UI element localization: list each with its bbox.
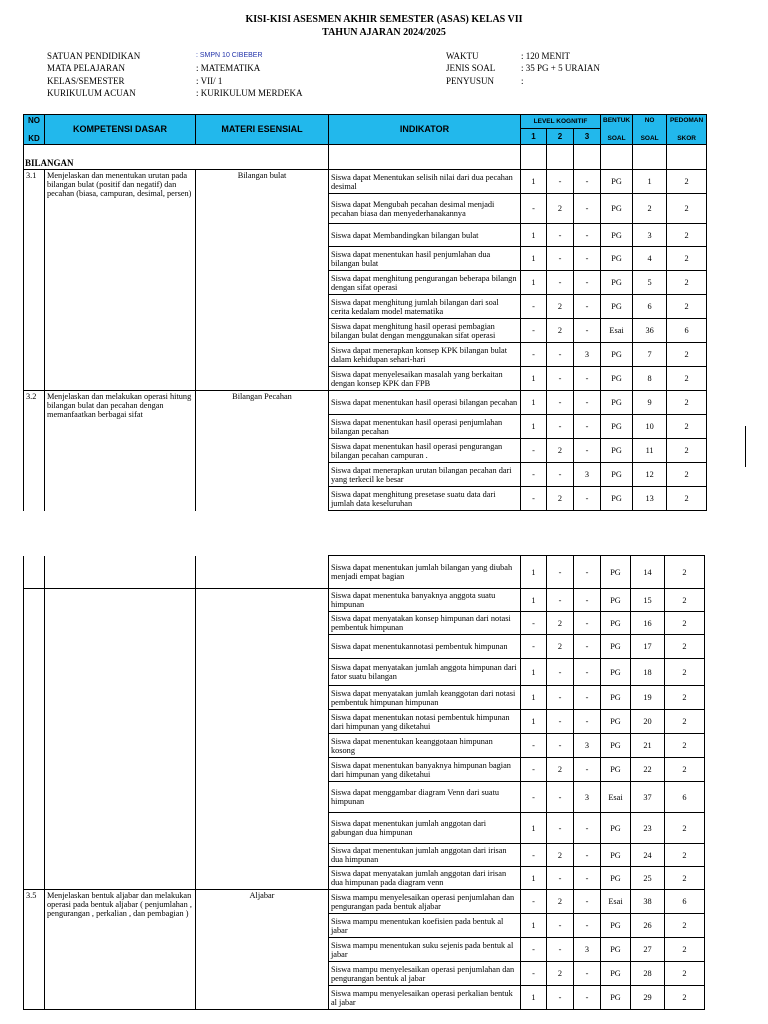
level-2-cell: 2 — [547, 635, 574, 659]
level-1-cell: - — [521, 612, 547, 635]
indikator-cell: Siswa dapat menyelesaikan masalah yang berkaitan dengan konsep KPK dan FPB — [329, 367, 521, 391]
bentuk-soal-cell: PG — [601, 194, 633, 224]
level-1-cell: 1 — [521, 170, 547, 194]
level-1-cell: - — [521, 319, 547, 343]
level-2-cell: - — [547, 463, 574, 487]
meta-value-waktu: : 120 MENIT — [521, 51, 570, 61]
level-1-cell: 1 — [521, 415, 547, 439]
section-title: BILANGAN — [24, 145, 196, 170]
level-1-cell: - — [521, 938, 547, 962]
level-1-cell: 1 — [521, 867, 547, 890]
no-soal-cell: 38 — [631, 890, 665, 914]
meta-right-labels — [446, 50, 495, 87]
level-2-cell: - — [547, 914, 574, 938]
bentuk-soal-cell: PG — [601, 914, 631, 938]
kd-number: 3.2 — [24, 391, 45, 511]
level-3-cell: 3 — [574, 463, 601, 487]
meta-label-jenis-soal: JENIS SOAL — [446, 63, 496, 74]
level-3-cell: 3 — [574, 782, 601, 813]
no-soal-cell: 21 — [631, 734, 665, 758]
indikator-cell: Siswa dapat menentukan hasil operasi bilangan pecahan — [329, 391, 521, 415]
header-kompetensi-dasar: KOMPETENSI DASAR — [45, 115, 196, 145]
level-3-cell: - — [574, 194, 601, 224]
bentuk-soal-cell: PG — [601, 487, 633, 511]
level-2-cell: 2 — [547, 890, 574, 914]
level-1-cell: 1 — [521, 589, 547, 612]
materi-esensial-cell: Aljabar — [196, 890, 329, 1010]
table-row — [24, 170, 707, 194]
level-2-cell: - — [547, 271, 574, 295]
header-level-kognitif: LEVEL KOGNITIF — [521, 115, 601, 129]
level-3-cell: - — [574, 247, 601, 271]
bentuk-soal-cell: PG — [601, 391, 633, 415]
pedoman-skor-cell: 2 — [665, 962, 705, 986]
no-soal-cell: 22 — [631, 758, 665, 782]
level-2-cell: - — [547, 367, 574, 391]
kd-number-empty — [24, 589, 45, 890]
bentuk-soal-cell: PG — [601, 938, 631, 962]
bentuk-soal-cell: Esai — [601, 782, 631, 813]
page-margin-mark — [745, 426, 746, 467]
header-level-2: 2 — [547, 129, 574, 145]
pedoman-skor-cell: 2 — [665, 986, 705, 1010]
bentuk-soal-cell: PG — [601, 367, 633, 391]
level-1-cell: 1 — [521, 224, 547, 247]
indikator-cell: Siswa dapat menerapkan konsep KPK bilangan bulat dalam kehidupan sehari-hari — [329, 343, 521, 367]
bentuk-soal-cell: PG — [601, 813, 631, 844]
level-2-cell: 2 — [547, 844, 574, 867]
meta-label-penyusun: PENYUSUN — [446, 75, 495, 86]
level-1-cell: - — [521, 463, 547, 487]
no-soal-cell: 36 — [633, 319, 667, 343]
pedoman-skor-cell: 2 — [667, 247, 707, 271]
indikator-cell: Siswa dapat menghitung presetase suatu data dari jumlah data keseluruhan — [329, 487, 521, 511]
bentuk-soal-cell: PG — [601, 710, 631, 734]
pedoman-skor-cell: 2 — [665, 710, 705, 734]
pedoman-skor-cell: 2 — [667, 194, 707, 224]
no-soal-cell: 16 — [631, 612, 665, 635]
level-3-cell: - — [574, 415, 601, 439]
no-soal-cell: 23 — [631, 813, 665, 844]
level-3-cell: 3 — [574, 343, 601, 367]
bentuk-soal-cell: PG — [601, 758, 631, 782]
kompetensi-dasar-cell: Menjelaskan bentuk aljabar dan melakukan operasi pada bentuk aljabar ( penjumlahan , pengurangan , perkalian , dan pembagian ) — [45, 890, 196, 1010]
meta-value-kurikulum: : KURIKULUM MERDEKA — [196, 87, 303, 98]
bentuk-soal-cell: PG — [601, 463, 633, 487]
no-soal-cell: 19 — [631, 686, 665, 710]
indikator-cell: Siswa dapat menyatakan jumlah anggotan dari irisan dua himpunan pada diagram venn — [329, 867, 521, 890]
level-1-cell: 1 — [521, 986, 547, 1010]
no-soal-cell: 9 — [633, 391, 667, 415]
level-1-cell: - — [521, 734, 547, 758]
level-2-cell: - — [547, 710, 574, 734]
level-3-cell: - — [574, 556, 601, 589]
indikator-cell: Siswa dapat menentukan hasil operasi penjumlahan bilangan pecahan — [329, 415, 521, 439]
table-row — [24, 556, 705, 589]
no-soal-cell: 24 — [631, 844, 665, 867]
level-1-cell: - — [521, 295, 547, 319]
pedoman-skor-cell: 2 — [667, 439, 707, 463]
document-title: KISI-KISI ASESMEN AKHIR SEMESTER (ASAS) KELAS VII — [245, 14, 523, 25]
pedoman-skor-cell: 2 — [667, 224, 707, 247]
meta-label-kurikulum: KURIKULUM ACUAN — [47, 87, 136, 98]
no-soal-cell: 13 — [633, 487, 667, 511]
indikator-cell: Siswa dapat menghitung hasil operasi pembagian bilangan bulat dengan menggunakan sifat operasi — [329, 319, 521, 343]
level-3-cell: - — [574, 170, 601, 194]
materi-esensial-empty — [196, 589, 329, 890]
pedoman-skor-cell: 2 — [667, 271, 707, 295]
kompetensi-dasar-empty — [45, 556, 196, 589]
header-materi-esensial: MATERI ESENSIAL — [196, 115, 329, 145]
level-2-cell: 2 — [547, 962, 574, 986]
level-2-cell: - — [547, 391, 574, 415]
level-2-cell: - — [547, 938, 574, 962]
no-soal-cell: 29 — [631, 986, 665, 1010]
no-soal-cell: 8 — [633, 367, 667, 391]
pedoman-skor-cell: 2 — [667, 295, 707, 319]
indikator-cell: Siswa dapat menghitung jumlah bilangan dari soal cerita kedalam model matematika — [329, 295, 521, 319]
pedoman-skor-cell: 6 — [667, 319, 707, 343]
level-1-cell: 1 — [521, 914, 547, 938]
no-soal-cell: 37 — [631, 782, 665, 813]
indikator-cell: Siswa dapat menentukan jumlah anggotan dari gabungan dua himpunan — [329, 813, 521, 844]
level-1-cell: 1 — [521, 813, 547, 844]
bentuk-soal-cell: Esai — [601, 890, 631, 914]
level-2-cell: - — [547, 867, 574, 890]
bentuk-soal-cell: PG — [601, 415, 633, 439]
bentuk-soal-cell: PG — [601, 659, 631, 686]
level-3-cell: - — [574, 319, 601, 343]
no-soal-cell: 12 — [633, 463, 667, 487]
pedoman-skor-cell: 2 — [665, 867, 705, 890]
level-1-cell: 1 — [521, 247, 547, 271]
level-1-cell: 1 — [521, 271, 547, 295]
level-2-cell: - — [547, 813, 574, 844]
pedoman-skor-cell: 2 — [667, 343, 707, 367]
meta-label-satuan: SATUAN PENDIDIKAN — [47, 51, 141, 61]
level-3-cell: - — [574, 295, 601, 319]
document-subtitle: TAHUN AJARAN 2024/2025 — [322, 27, 446, 38]
indikator-cell: Siswa dapat menentukan jumlah anggotan dari irisan dua himpunan — [329, 844, 521, 867]
kd-number-empty — [24, 556, 45, 589]
level-3-cell: - — [574, 487, 601, 511]
no-soal-cell: 20 — [631, 710, 665, 734]
header-level-3: 3 — [574, 129, 601, 145]
indikator-cell: Siswa dapat menyatakan jumlah keanggotan dari notasi pembentuk himpunan himpunan — [329, 686, 521, 710]
pedoman-skor-cell: 2 — [665, 938, 705, 962]
header-bentuk-soal: BENTUK SOAL — [601, 115, 633, 145]
level-3-cell: - — [574, 890, 601, 914]
level-3-cell: 3 — [574, 938, 601, 962]
level-3-cell: - — [574, 986, 601, 1010]
indikator-cell: Siswa dapat menghitung pengurangan beberapa bilangn dengan sifat operasi — [329, 271, 521, 295]
level-2-cell: - — [547, 170, 574, 194]
level-1-cell: - — [521, 758, 547, 782]
no-soal-cell: 26 — [631, 914, 665, 938]
bentuk-soal-cell: PG — [601, 844, 631, 867]
bentuk-soal-cell: PG — [601, 734, 631, 758]
bentuk-soal-cell: PG — [601, 986, 631, 1010]
level-1-cell: - — [521, 844, 547, 867]
meta-label-mapel: MATA PELAJARAN — [47, 63, 126, 74]
level-2-cell: - — [547, 782, 574, 813]
bentuk-soal-cell: PG — [601, 170, 633, 194]
bentuk-soal-cell: PG — [601, 612, 631, 635]
level-1-cell: 1 — [521, 391, 547, 415]
level-2-cell: - — [547, 415, 574, 439]
pedoman-skor-cell: 2 — [667, 367, 707, 391]
level-2-cell: - — [547, 686, 574, 710]
level-2-cell: - — [547, 589, 574, 612]
no-soal-cell: 25 — [631, 867, 665, 890]
pedoman-skor-cell: 2 — [665, 686, 705, 710]
kisi-kisi-table-page1 — [23, 114, 707, 511]
level-3-cell: - — [574, 710, 601, 734]
pedoman-skor-cell: 2 — [665, 813, 705, 844]
level-3-cell: - — [574, 758, 601, 782]
indikator-cell: Siswa dapat menentukan hasil penjumlahan dua bilangan bulat — [329, 247, 521, 271]
bentuk-soal-cell: PG — [601, 343, 633, 367]
meta-label-waktu: WAKTU — [446, 51, 479, 61]
level-3-cell: - — [574, 844, 601, 867]
table-header-row — [24, 115, 707, 129]
header-no-kd: NO KD — [24, 115, 45, 145]
pedoman-skor-cell: 2 — [665, 556, 705, 589]
level-3-cell: - — [574, 635, 601, 659]
pedoman-skor-cell: 2 — [667, 391, 707, 415]
indikator-cell: Siswa dapat menyatakan jumlah anggota himpunan dari fator suatu bilangan — [329, 659, 521, 686]
no-soal-cell: 10 — [633, 415, 667, 439]
pedoman-skor-cell: 2 — [667, 487, 707, 511]
level-1-cell: - — [521, 890, 547, 914]
bentuk-soal-cell: PG — [601, 867, 631, 890]
level-2-cell: 2 — [547, 295, 574, 319]
level-1-cell: 1 — [521, 556, 547, 589]
indikator-cell: Siswa dapat Menentukan selisih nilai dari dua pecahan desimal — [329, 170, 521, 194]
level-2-cell: - — [547, 343, 574, 367]
bentuk-soal-cell: PG — [601, 962, 631, 986]
level-2-cell: - — [547, 659, 574, 686]
level-1-cell: - — [521, 194, 547, 224]
bentuk-soal-cell: Esai — [601, 319, 633, 343]
level-1-cell: 1 — [521, 710, 547, 734]
pedoman-skor-cell: 2 — [667, 170, 707, 194]
indikator-cell: Siswa dapat menentuka banyaknya anggota suatu himpunan — [329, 589, 521, 612]
materi-esensial-empty — [196, 556, 329, 589]
level-3-cell: - — [574, 439, 601, 463]
level-3-cell: - — [574, 659, 601, 686]
level-3-cell: 3 — [574, 734, 601, 758]
meta-value-jenis-soal: : 35 PG + 5 URAIAN — [521, 63, 600, 74]
no-soal-cell: 5 — [633, 271, 667, 295]
pedoman-skor-cell: 2 — [665, 734, 705, 758]
level-2-cell: - — [547, 986, 574, 1010]
bentuk-soal-cell: PG — [601, 686, 631, 710]
table-row — [24, 890, 705, 914]
bentuk-soal-cell: PG — [601, 224, 633, 247]
meta-left-values — [196, 50, 303, 99]
header-indikator: INDIKATOR — [329, 115, 521, 145]
meta-value-satuan: : SMPN 10 CIBEBER — [196, 52, 263, 59]
meta-right-values — [521, 50, 600, 87]
level-2-cell: - — [547, 247, 574, 271]
indikator-cell: Siswa dapat menggambar diagram Venn dari suatu himpunan — [329, 782, 521, 813]
pedoman-skor-cell: 2 — [665, 758, 705, 782]
bentuk-soal-cell: PG — [601, 439, 633, 463]
level-2-cell: 2 — [547, 194, 574, 224]
indikator-cell: Siswa mampu menyelesaikan operasi penjumlahan dan pengurangan pada bentuk aljabar — [329, 890, 521, 914]
level-3-cell: - — [574, 367, 601, 391]
header-pedoman-skor: PEDOMAN SKOR — [667, 115, 707, 145]
no-soal-cell: 18 — [631, 659, 665, 686]
level-3-cell: - — [574, 589, 601, 612]
meta-value-mapel: : MATEMATIKA — [196, 63, 261, 74]
indikator-cell: Siswa mampu menentukan koefisien pada bentuk al jabar — [329, 914, 521, 938]
level-3-cell: - — [574, 271, 601, 295]
no-soal-cell: 1 — [633, 170, 667, 194]
level-3-cell: - — [574, 914, 601, 938]
no-soal-cell: 27 — [631, 938, 665, 962]
meta-left-labels — [47, 50, 140, 99]
bentuk-soal-cell: PG — [601, 635, 631, 659]
level-3-cell: - — [574, 686, 601, 710]
no-soal-cell: 4 — [633, 247, 667, 271]
kompetensi-dasar-cell: Menjelaskan dan melakukan operasi hitung bilangan bulat dan pecahan dengan memanfaatkan berbagai sifat — [45, 391, 196, 511]
level-1-cell: 1 — [521, 686, 547, 710]
indikator-cell: Siswa dapat Membandingkan bilangan bulat — [329, 224, 521, 247]
level-1-cell: 1 — [521, 367, 547, 391]
pedoman-skor-cell: 2 — [665, 659, 705, 686]
bentuk-soal-cell: PG — [601, 271, 633, 295]
no-soal-cell: 6 — [633, 295, 667, 319]
level-1-cell: 1 — [521, 659, 547, 686]
level-2-cell: - — [547, 556, 574, 589]
level-3-cell: - — [574, 813, 601, 844]
indikator-cell: Siswa dapat menentukan banyaknya himpunan bagian dari himpunan yang diketahui — [329, 758, 521, 782]
kompetensi-dasar-empty — [45, 589, 196, 890]
indikator-cell: Siswa dapat menentukan keanggotaan himpunan kosong — [329, 734, 521, 758]
header-level-1: 1 — [521, 129, 547, 145]
no-soal-cell: 3 — [633, 224, 667, 247]
level-1-cell: - — [521, 487, 547, 511]
indikator-cell: Siswa mampu menyelesaikan operasi perkalian bentuk al jabar — [329, 986, 521, 1010]
no-soal-cell: 17 — [631, 635, 665, 659]
meta-value-penyusun: : — [521, 75, 524, 86]
no-soal-cell: 7 — [633, 343, 667, 367]
kompetensi-dasar-cell: Menjelaskan dan menentukan urutan pada bilangan bulat (positif dan negatif) dan pecahan (biasa, campuran, desimal, persen) — [45, 170, 196, 391]
indikator-cell: Siswa dapat menerapkan urutan bilangan pecahan dari yang terkecil ke besar — [329, 463, 521, 487]
no-soal-cell: 11 — [633, 439, 667, 463]
kisi-kisi-table-page2 — [23, 555, 705, 1010]
level-2-cell: 2 — [547, 612, 574, 635]
pedoman-skor-cell: 2 — [665, 914, 705, 938]
level-1-cell: - — [521, 782, 547, 813]
table-row — [24, 589, 705, 612]
meta-label-kelas: KELAS/SEMESTER — [47, 75, 125, 86]
level-2-cell: - — [547, 734, 574, 758]
no-soal-cell: 15 — [631, 589, 665, 612]
pedoman-skor-cell: 2 — [665, 635, 705, 659]
level-3-cell: - — [574, 867, 601, 890]
level-2-cell: 2 — [547, 439, 574, 463]
indikator-cell: Siswa mampu menyelesaikan operasi penjumlahan dan pengurangan bentuk al jabar — [329, 962, 521, 986]
pedoman-skor-cell: 2 — [665, 612, 705, 635]
level-2-cell: - — [547, 224, 574, 247]
no-soal-cell: 14 — [631, 556, 665, 589]
kd-number: 3.5 — [24, 890, 45, 1010]
bentuk-soal-cell: PG — [601, 589, 631, 612]
indikator-cell: Siswa dapat menentukan hasil operasi pengurangan bilangan pecahan campuran . — [329, 439, 521, 463]
pedoman-skor-cell: 2 — [667, 463, 707, 487]
materi-esensial-cell: Bilangan Pecahan — [196, 391, 329, 511]
indikator-cell: Siswa dapat menentukannotasi pembentuk himpunan — [329, 635, 521, 659]
level-3-cell: - — [574, 391, 601, 415]
level-2-cell: 2 — [547, 319, 574, 343]
level-1-cell: - — [521, 439, 547, 463]
level-2-cell: 2 — [547, 758, 574, 782]
materi-esensial-cell: Bilangan bulat — [196, 170, 329, 391]
level-1-cell: - — [521, 962, 547, 986]
level-1-cell: - — [521, 635, 547, 659]
header-no-soal: NO SOAL — [633, 115, 667, 145]
bentuk-soal-cell: PG — [601, 247, 633, 271]
pedoman-skor-cell: 6 — [665, 782, 705, 813]
level-3-cell: - — [574, 962, 601, 986]
pedoman-skor-cell: 2 — [667, 415, 707, 439]
level-1-cell: - — [521, 343, 547, 367]
indikator-cell: Siswa mampu menentukan suku sejenis pada bentuk al jabar — [329, 938, 521, 962]
kd-number: 3.1 — [24, 170, 45, 391]
pedoman-skor-cell: 2 — [665, 589, 705, 612]
bentuk-soal-cell: PG — [601, 295, 633, 319]
level-2-cell: 2 — [547, 487, 574, 511]
section-row — [24, 145, 707, 170]
indikator-cell: Siswa dapat menentukan notasi pembentuk himpunan dari himpunan yang diketahui — [329, 710, 521, 734]
meta-value-kelas: : VII/ 1 — [196, 75, 223, 86]
pedoman-skor-cell: 2 — [665, 844, 705, 867]
level-3-cell: - — [574, 612, 601, 635]
table-row — [24, 391, 707, 415]
indikator-cell: Siswa dapat Mengubah pecahan desimal menjadi pecahan biasa dan menyederhanakannya — [329, 194, 521, 224]
level-3-cell: - — [574, 224, 601, 247]
bentuk-soal-cell: PG — [601, 556, 631, 589]
no-soal-cell: 2 — [633, 194, 667, 224]
pedoman-skor-cell: 6 — [665, 890, 705, 914]
no-soal-cell: 28 — [631, 962, 665, 986]
indikator-cell: Siswa dapat menentukan jumlah bilangan yang diubah menjadi empat bagian — [329, 556, 521, 589]
indikator-cell: Siswa dapat menyatakan konsep himpunan dari notasi pembentuk himpunan — [329, 612, 521, 635]
